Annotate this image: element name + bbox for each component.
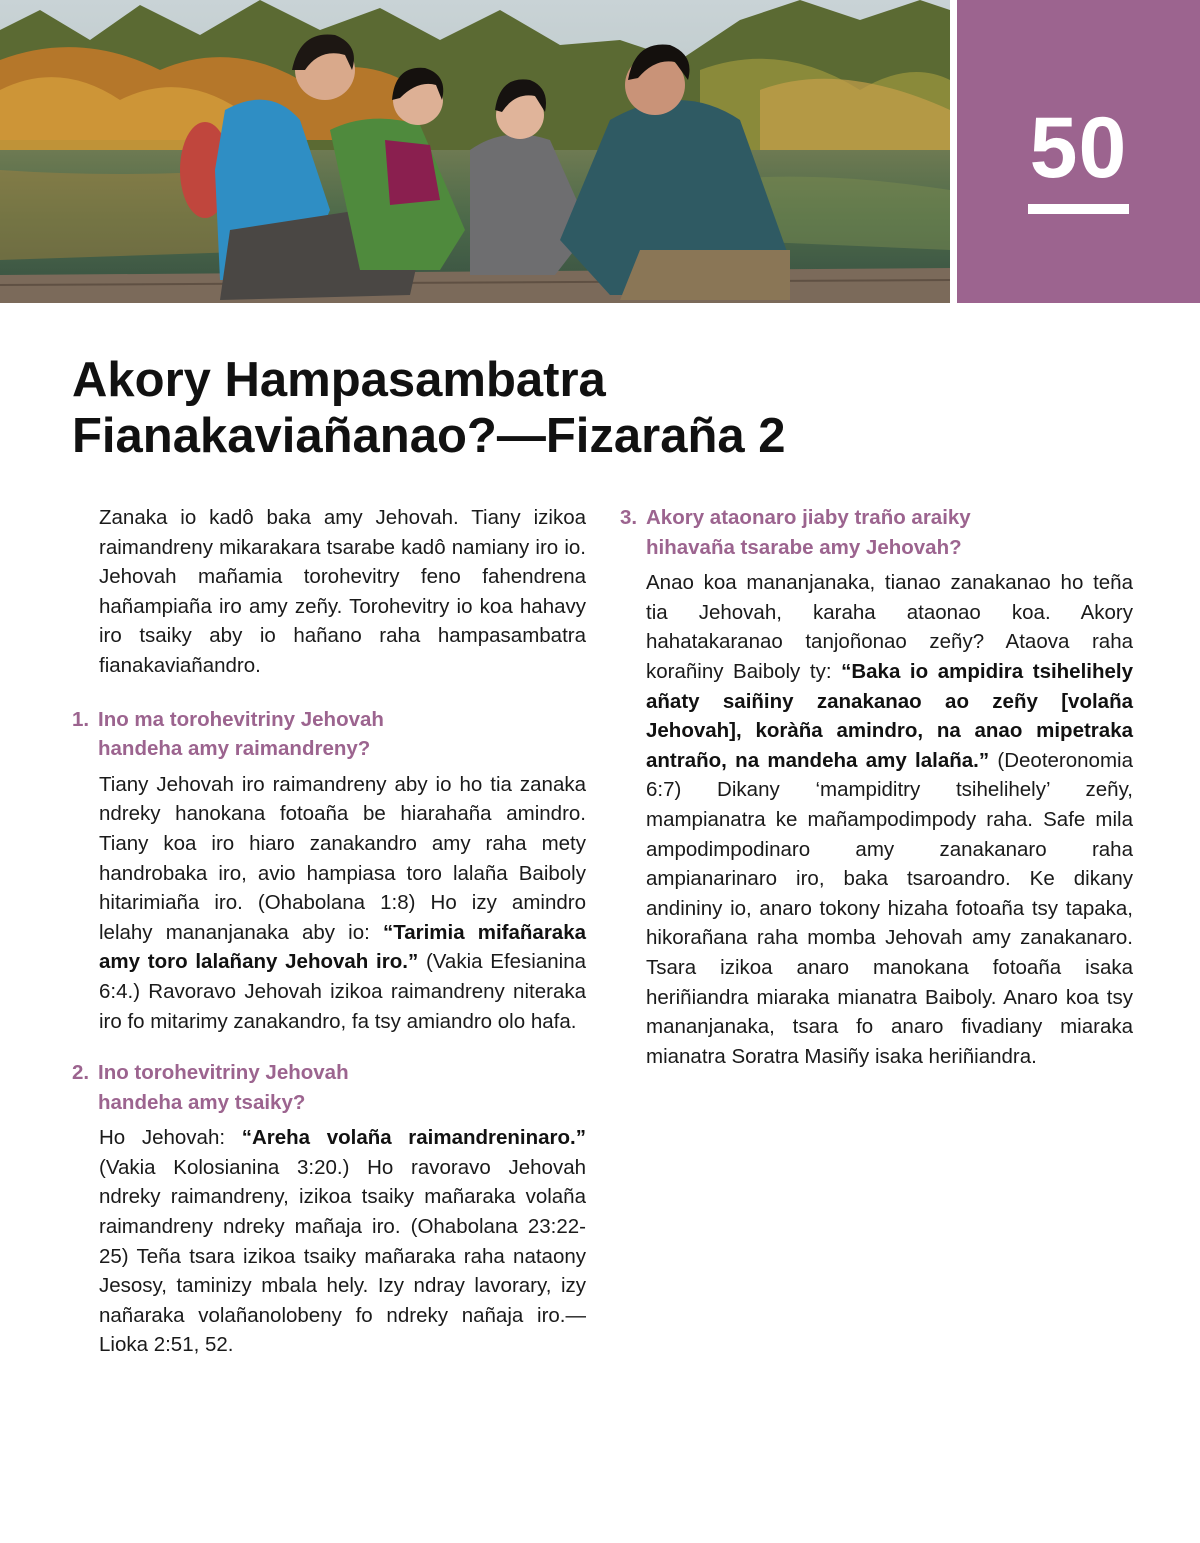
title-line-2: Fianakaviañanao?—Fizaraña 2 — [72, 409, 786, 463]
question-line-1: Ino ma torohevitriny Jehovah — [98, 707, 384, 731]
section-1 — [72, 705, 586, 1037]
answer-text: Ho Jehovah: — [99, 1126, 242, 1150]
question-number: 2. — [72, 1061, 90, 1085]
answer-text: Tiany Jehovah iro raimandreny aby io ho tia zanaka ndreky hanokana fotoaña be hiarahaña amindro. Tiany koa iro hiaro zanakandro amy raha mety handrobaka iro, avio hampiasa toro lalaña Baiboly hitarimiaña iro. (Ohabolana 1:8) Ho izy amindro lelahy mananjanaka aby io: — [99, 772, 586, 944]
answer-text: (Vakia Kolosianina 3:20.) Ho ravoravo Jehovah ndreky raimandreny, izikoa tsaiky mañaraka volaña raimandreny ndreky mañaja iro. (Ohabolana 23:22-25) Teña tsara izikoa tsaiky mañaraka raha nataony Jesosy, taminizy mbala hely. Izy ndray lavorary, izy nañaraka volañanolobeny fo ndreky nañaja iro.—Lioka 2:51, 52. — [99, 1155, 586, 1357]
answer-text: (Deoteronomia 6:7) Dikany ‘mampiditry tsihelihely’ zeñy, mampianatra ke mañampodimpody raha. Safe mila ampodimpodinaro amy zanakanaro raha ampianarinaro iro, baka tsaroandro. Ke dikany andininy io, anaro tokony hizaha fotoaña tsy tapaka, hikorañana raha momba Jehovah amy zanakanaro. Tsara izikoa anaro manokana fotoaña isaka heriñiandra miaraka mianatra Baiboly. Anaro koa tsy mananjanaka, tsara fo anaro fivadiany miaraka mianatra Soratra Masiñy isaka heriñiandra. — [646, 748, 1133, 1068]
lesson-badge — [957, 0, 1200, 303]
scripture-quote: “Areha volaña raimandreninaro.” — [241, 1126, 586, 1150]
scripture-quote: “Tarimia mifañaraka amy toro lalañany Jehovah iro.” — [99, 920, 587, 974]
section-3 — [620, 503, 1133, 1071]
question-line-2: handeha amy raimandreny? — [98, 737, 371, 761]
badge-underline — [1028, 204, 1129, 214]
question-3 — [620, 503, 1133, 562]
lesson-number: 50 — [1029, 100, 1128, 196]
question-line-2: handeha amy tsaiky? — [98, 1090, 306, 1114]
right-column — [620, 503, 1133, 1071]
section-2 — [72, 1058, 586, 1360]
title-line-1: Akory Hampasambatra — [72, 353, 606, 407]
question-line-1: Akory ataonaro jiaby traño araiky — [646, 506, 971, 529]
hero-photo — [0, 0, 950, 303]
question-1 — [72, 705, 586, 764]
answer-paragraph-2 — [99, 1123, 586, 1360]
page-title — [72, 352, 892, 464]
scripture-quote: “Baka io ampidira tsihelihely añaty saiñiny zanakanao ao zeñy [volaña Jehovah], koràña amindro, na anao mipetraka antraño, na mandeha amy lalaña.” — [646, 659, 1133, 772]
answer-text: Anao koa mananjanaka, tianao zanakanao ho teña tia Jehovah, karaha ataonao koa. Akory hahatakaranao tanjoñonao zeñy? Ataova raha korañiny Baiboly ty: — [646, 571, 1133, 683]
intro-paragraph: Zanaka io kadô baka amy Jehovah. Tiany izikoa raimandreny mikarakara tsarabe kadô namiany iro io. Jehovah mañamia torohevitry feno fahendrena hañampiaña iro amy zeñy. Torohevitry io koa hahavy iro tsaiky aby io hañano raha hampasambatra fianakaviañandro. — [99, 506, 586, 677]
question-line-2: hihavaña tsarabe amy Jehovah? — [646, 535, 962, 559]
left-column — [72, 503, 586, 1360]
family-by-lake-illustration — [0, 0, 950, 303]
answer-text: (Vakia Efesianina 6:4.) Ravoravo Jehovah izikoa raimandreny niteraka iro fo mitarimy zanakandro, fa tsy amiandro olo hafa. — [99, 950, 587, 1033]
question-number: 1. — [72, 707, 90, 731]
question-line-1: Ino torohevitriny Jehovah — [98, 1061, 349, 1085]
answer-paragraph-3 — [646, 568, 1133, 1071]
question-number: 3. — [620, 506, 638, 529]
question-2 — [72, 1058, 586, 1117]
answer-paragraph-1 — [99, 770, 586, 1036]
